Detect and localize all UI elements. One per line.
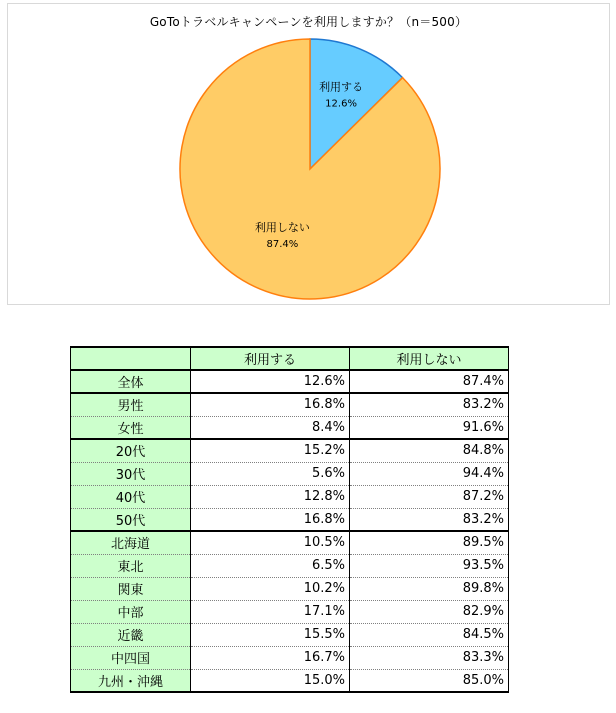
row-label: 女性 — [71, 416, 191, 439]
table-row — [71, 577, 509, 600]
use-value: 16.8% — [191, 393, 350, 416]
use-value: 10.5% — [191, 531, 350, 554]
not-use-value: 83.3% — [350, 646, 509, 669]
use-value: 12.6% — [191, 370, 350, 393]
table-row — [71, 623, 509, 646]
not-use-value: 87.2% — [350, 485, 509, 508]
usage-table — [70, 346, 509, 693]
not-use-value: 85.0% — [350, 669, 509, 692]
use-value: 15.2% — [191, 439, 350, 462]
not-use-value: 84.5% — [350, 623, 509, 646]
use-value: 10.2% — [191, 577, 350, 600]
use-value: 17.1% — [191, 600, 350, 623]
not-use-value: 93.5% — [350, 554, 509, 577]
table-row — [71, 370, 509, 393]
row-label: 近畿 — [71, 623, 191, 646]
not-use-value: 84.8% — [350, 439, 509, 462]
not-use-value: 89.5% — [350, 531, 509, 554]
use-value: 15.5% — [191, 623, 350, 646]
table-row — [71, 669, 509, 692]
not-use-value: 83.2% — [350, 508, 509, 531]
slice-value-label: 12.6% — [325, 98, 357, 110]
use-value: 8.4% — [191, 416, 350, 439]
table-row — [71, 531, 509, 554]
slice-label: 利用しない — [254, 220, 310, 234]
not-use-value: 82.9% — [350, 600, 509, 623]
row-label: 東北 — [71, 554, 191, 577]
table-row — [71, 439, 509, 462]
row-label: 中四国 — [71, 646, 191, 669]
pie-chart-panel — [7, 3, 610, 305]
not-use-value: 91.6% — [350, 416, 509, 439]
use-value: 16.7% — [191, 646, 350, 669]
table-row — [71, 646, 509, 669]
row-label: 中部 — [71, 600, 191, 623]
row-label: 男性 — [71, 393, 191, 416]
row-label: 40代 — [71, 485, 191, 508]
table-header-row — [71, 347, 509, 370]
not-use-value: 87.4% — [350, 370, 509, 393]
row-label: 北海道 — [71, 531, 191, 554]
row-label: 20代 — [71, 439, 191, 462]
use-value: 15.0% — [191, 669, 350, 692]
table-row — [71, 600, 509, 623]
chart-title: GoToトラベルキャンペーンを利用しますか？（n＝500） — [149, 15, 468, 29]
row-label: 50代 — [71, 508, 191, 531]
use-value: 5.6% — [191, 462, 350, 485]
table-row — [71, 393, 509, 416]
row-label: 30代 — [71, 462, 191, 485]
pie-chart — [8, 4, 609, 304]
use-value: 6.5% — [191, 554, 350, 577]
column-header-use: 利用する — [191, 347, 350, 370]
use-value: 16.8% — [191, 508, 350, 531]
slice-label: 利用する — [319, 80, 364, 94]
use-value: 12.8% — [191, 485, 350, 508]
table-row — [71, 462, 509, 485]
row-label: 関東 — [71, 577, 191, 600]
not-use-value: 89.8% — [350, 577, 509, 600]
row-label: 九州・沖縄 — [71, 669, 191, 692]
slice-value-label: 87.4% — [266, 238, 299, 250]
table-corner-cell — [71, 347, 191, 370]
column-header-not-use: 利用しない — [350, 347, 509, 370]
table-row — [71, 508, 509, 531]
not-use-value: 83.2% — [350, 393, 509, 416]
not-use-value: 94.4% — [350, 462, 509, 485]
table-row — [71, 416, 509, 439]
row-label: 全体 — [71, 370, 191, 393]
table-row — [71, 554, 509, 577]
table-row — [71, 485, 509, 508]
